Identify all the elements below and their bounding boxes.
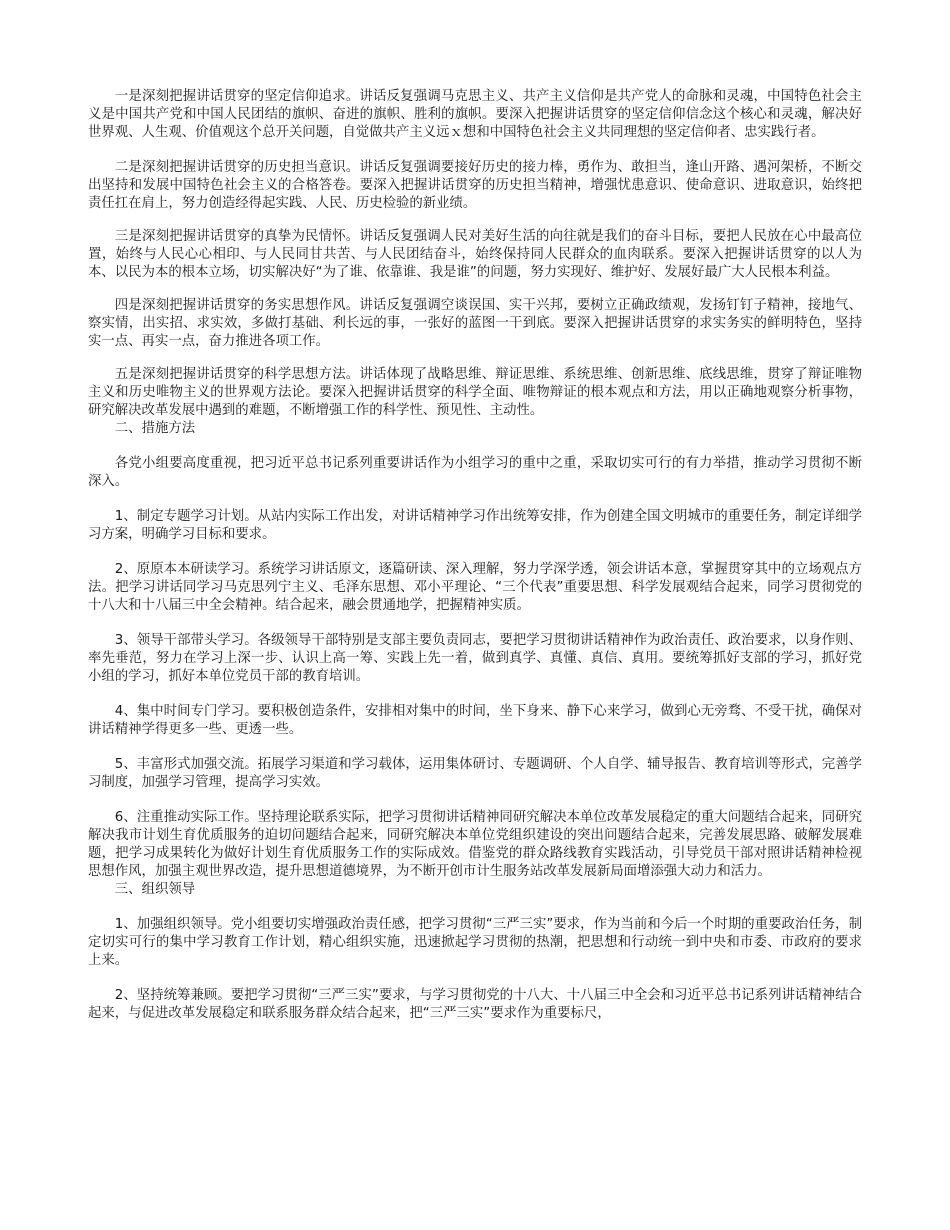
document-page — [88, 88, 862, 1023]
paragraph-method: 五是深刻把握讲话贯穿的科学思想方法。讲话体现了战略思维、辩证思维、系统思维、创新思维、底线思维，贯穿了辩证唯物主义和历史唯物主义的世界观方法论。要深入把握讲话贯穿的科学全面、唯物辩证的根本观点和方法，用以正确地观察分析事物，研究解决改革发展中遇到的难题，不断增强工作的科学性、预见性、主动性。 — [88, 367, 862, 418]
measure-item-6: 6、注重推动实际工作。坚持理论联系实际，把学习贯彻讲话精神同研究解决本单位改革发展稳定的重大问题结合起来，同研究解决我市计划生育优质服务的迫切问题结合起来，同研究解决本单位党组织建设的突出问题结合起来，完善发展思路、破解发展难题，把学习成果转化为做好计划生育优质服务工作的实际成效。借鉴党的群众路线教育实践活动，引导党员干部对照讲话精神检视思想作风，加强主观世界改造，提升思想道德境界，为不断开创市计生服务站改革发展新局面增添强大动力和活力。 — [88, 810, 862, 879]
org-item-2: 2、坚持统筹兼顾。要把学习贯彻“三严三实”要求，与学习贯彻党的十八大、十八届三中全会和习近平总书记系列讲话精神结合起来，与促进改革发展稳定和联系服务群众结合起来，把“三严三实”要求作为重要标尺， — [88, 988, 862, 1021]
section-heading-measures: 二、措施方法 — [114, 421, 196, 436]
paragraph-faith: 一是深刻把握讲话贯穿的坚定信仰追求。讲话反复强调马克思主义、共产主义信仰是共产党人的命脉和灵魂，中国特色社会主义是中国共产党和中国人民团结的旗帜、奋进的旗帜、胜利的旗帜。要深入把握讲话贯穿的坚定信仰信念这个核心和灵魂，解决好世界观、人生观、价值观这个总开关问题，自觉做共产主义远ｘ想和中国特色社会主义共同理想的坚定信仰者、忠实践行者。 — [88, 89, 862, 140]
measure-item-2: 2、原原本本研读学习。系统学习讲话原文，逐篇研读、深入理解，努力学深学透，领会讲话本意，掌握贯穿其中的立场观点方法。把学习讲话同学习马克思列宁主义、毛泽东思想、邓小平理论、“三个代表”重要思想、科学发展观结合起来，同学习贯彻党的十八大和十八届三中全会精神。结合起来，融会贯通地学，把握精神实质。 — [88, 562, 862, 613]
section-heading-organization: 三、组织领导 — [114, 882, 196, 897]
paragraph-history: 二是深刻把握讲话贯穿的历史担当意识。讲话反复强调要接好历史的接力棒，勇作为、敢担当，逢山开路、遇河架桥，不断交出坚持和发展中国特色社会主义的合格答卷。要深入把握讲话贯穿的历史担当精神，增强忧患意识、使命意识、进取意识，始终把责任扛在肩上，努力创造经得起实践、人民、历史检验的新业绩。 — [88, 160, 862, 211]
measure-item-5: 5、丰富形式加强交流。拓展学习渠道和学习载体，运用集体研讨、专题调研、个人自学、辅导报告、教育培训等形式，完善学习制度，加强学习管理，提高学习实效。 — [88, 757, 862, 790]
paragraph-people: 三是深刻把握讲话贯穿的真挚为民情怀。讲话反复强调人民对美好生活的向往就是我们的奋斗目标，要把人民放在心中最高位置，始终与人民心心相印、与人民同甘共苦、与人民团结奋斗，始终保持同人民群众的血肉联系。要深入把握讲话贯穿的以人为本、以民为本的根本立场，切实解决好“为了谁、依靠谁、我是谁”的问题，努力实现好、维护好、发展好最广大人民根本利益。 — [88, 229, 862, 280]
org-item-1: 1、加强组织领导。党小组要切实增强政治责任感，把学习贯彻“三严三实”要求，作为当前和今后一个时期的重要政治任务，制定切实可行的集中学习教育工作计划，精心组织实施，迅速掀起学习贯彻的热潮，把思想和行动统一到中央和市委、市政府的要求上来。 — [88, 917, 862, 968]
measure-item-4: 4、集中时间专门学习。要积极创造条件，安排相对集中的时间，坐下身来、静下心来学习，做到心无旁骛、不受干扰，确保对讲话精神学得更多一些、更透一些。 — [88, 704, 862, 737]
paragraph-style: 四是深刻把握讲话贯穿的务实思想作风。讲话反复强调空谈误国、实干兴邦，要树立正确政绩观，发扬钉钉子精神，接地气、察实情，出实招、求实效，多做打基础、利长远的事，一张好的蓝图一干到底。要深入把握讲话贯穿的求实务实的鲜明特色，坚持实一点、再实一点，奋力推进各项工作。 — [88, 298, 862, 349]
paragraph-measures-intro: 各党小组要高度重视，把习近平总书记系列重要讲话作为小组学习的重中之重，采取切实可行的有力举措，推动学习贯彻不断深入。 — [88, 456, 862, 489]
measure-item-1: 1、制定专题学习计划。从站内实际工作出发，对讲话精神学习作出统筹安排，作为创建全国文明城市的重要任务，制定详细学习方案，明确学习目标和要求。 — [88, 509, 862, 542]
measure-item-3: 3、领导干部带头学习。各级领导干部特别是支部主要负责同志，要把学习贯彻讲话精神作为政治责任、政治要求，以身作则、率先垂范，努力在学习上深一步、认识上高一筹、实践上先一着，做到真学、真懂、真信、真用。要统筹抓好支部的学习，抓好党小组的学习，抓好本单位党员干部的教育培训。 — [88, 633, 862, 684]
